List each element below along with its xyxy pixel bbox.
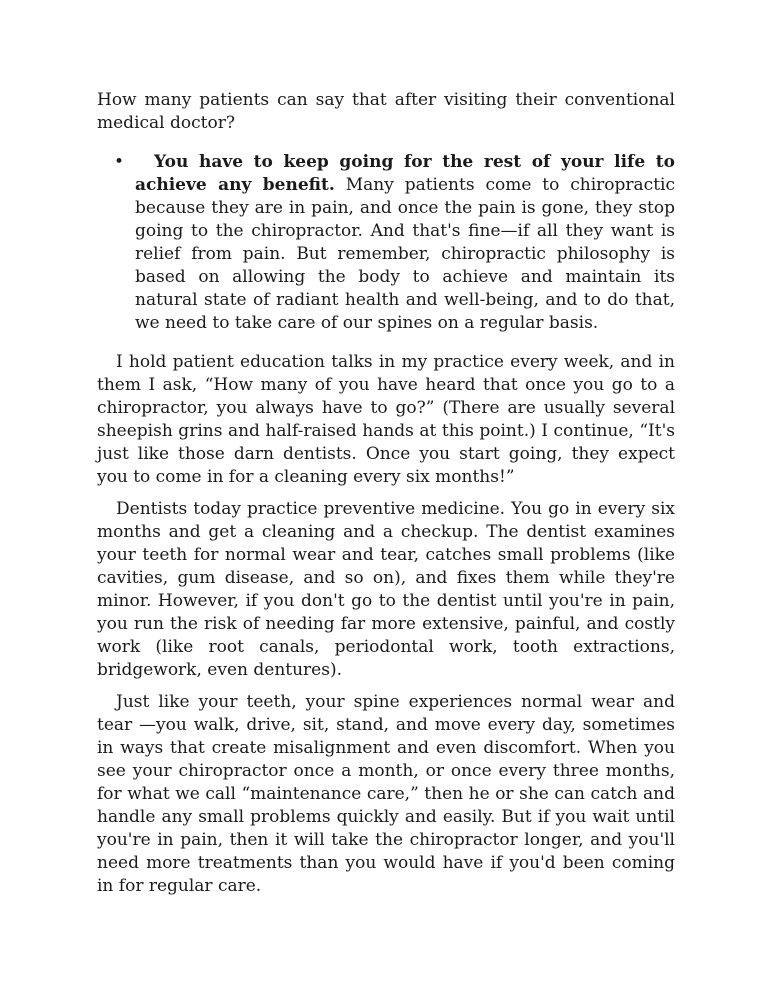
bullet-body-text: Many patients come to chiropractic because they are in pain, and once the pain is gone, they stop going to the chiropractor. And that's fine—if all they want is relief from pain. But remember, chiropractic philosophy is based on allowing the body to achieve and maintain its natural state of radiant health and well-being, and to do that, we need to take care of our spines on a regular basis. bbox=[135, 175, 675, 333]
bullet-marker: • bbox=[114, 152, 125, 172]
bullet-lead-text: You have to keep going for the rest of your life to achieve any benefit. bbox=[135, 152, 675, 195]
intro-paragraph: How many patients can say that after visiting their conventional medical doctor? bbox=[97, 90, 675, 133]
body-paragraph-1: I hold patient education talks in my practice every week, and in them I ask, “How many of you have heard that once you go to a chiropractor, you always have to go?” (There are usually several sheepish grins and half-raised hands at this point.) I continue, “It's just like those darn dentists. Once you start going, they expect you to come in for a cleaning every six months!” bbox=[97, 352, 675, 487]
document-page bbox=[97, 89, 675, 907]
body-paragraph-3: Just like your teeth, your spine experiences normal wear and tear —you walk, drive, sit, stand, and move every day, sometimes in ways that create misalignment and even discomfort. When you see your chiropractor once a month, or once every three months, for what we call “maintenance care,” then he or she can catch and handle any small problems quickly and easily. But if you wait until you're in pain, then it will take the chiropractor longer, and you'll need more treatments than you would have if you'd been coming in for regular care. bbox=[97, 692, 675, 896]
bullet-list-item bbox=[97, 151, 675, 335]
bullet-paragraph bbox=[135, 151, 675, 335]
body-paragraph-2: Dentists today practice preventive medicine. You go in every six months and get a cleaning and a checkup. The dentist examines your teeth for normal wear and tear, catches small problems (like cavities, gum disease, and so on), and fixes them while they're minor. However, if you don't go to the dentist until you're in pain, you run the risk of needing far more extensive, painful, and costly work (like root canals, periodontal work, tooth extractions, bridgework, even dentures). bbox=[97, 499, 675, 680]
